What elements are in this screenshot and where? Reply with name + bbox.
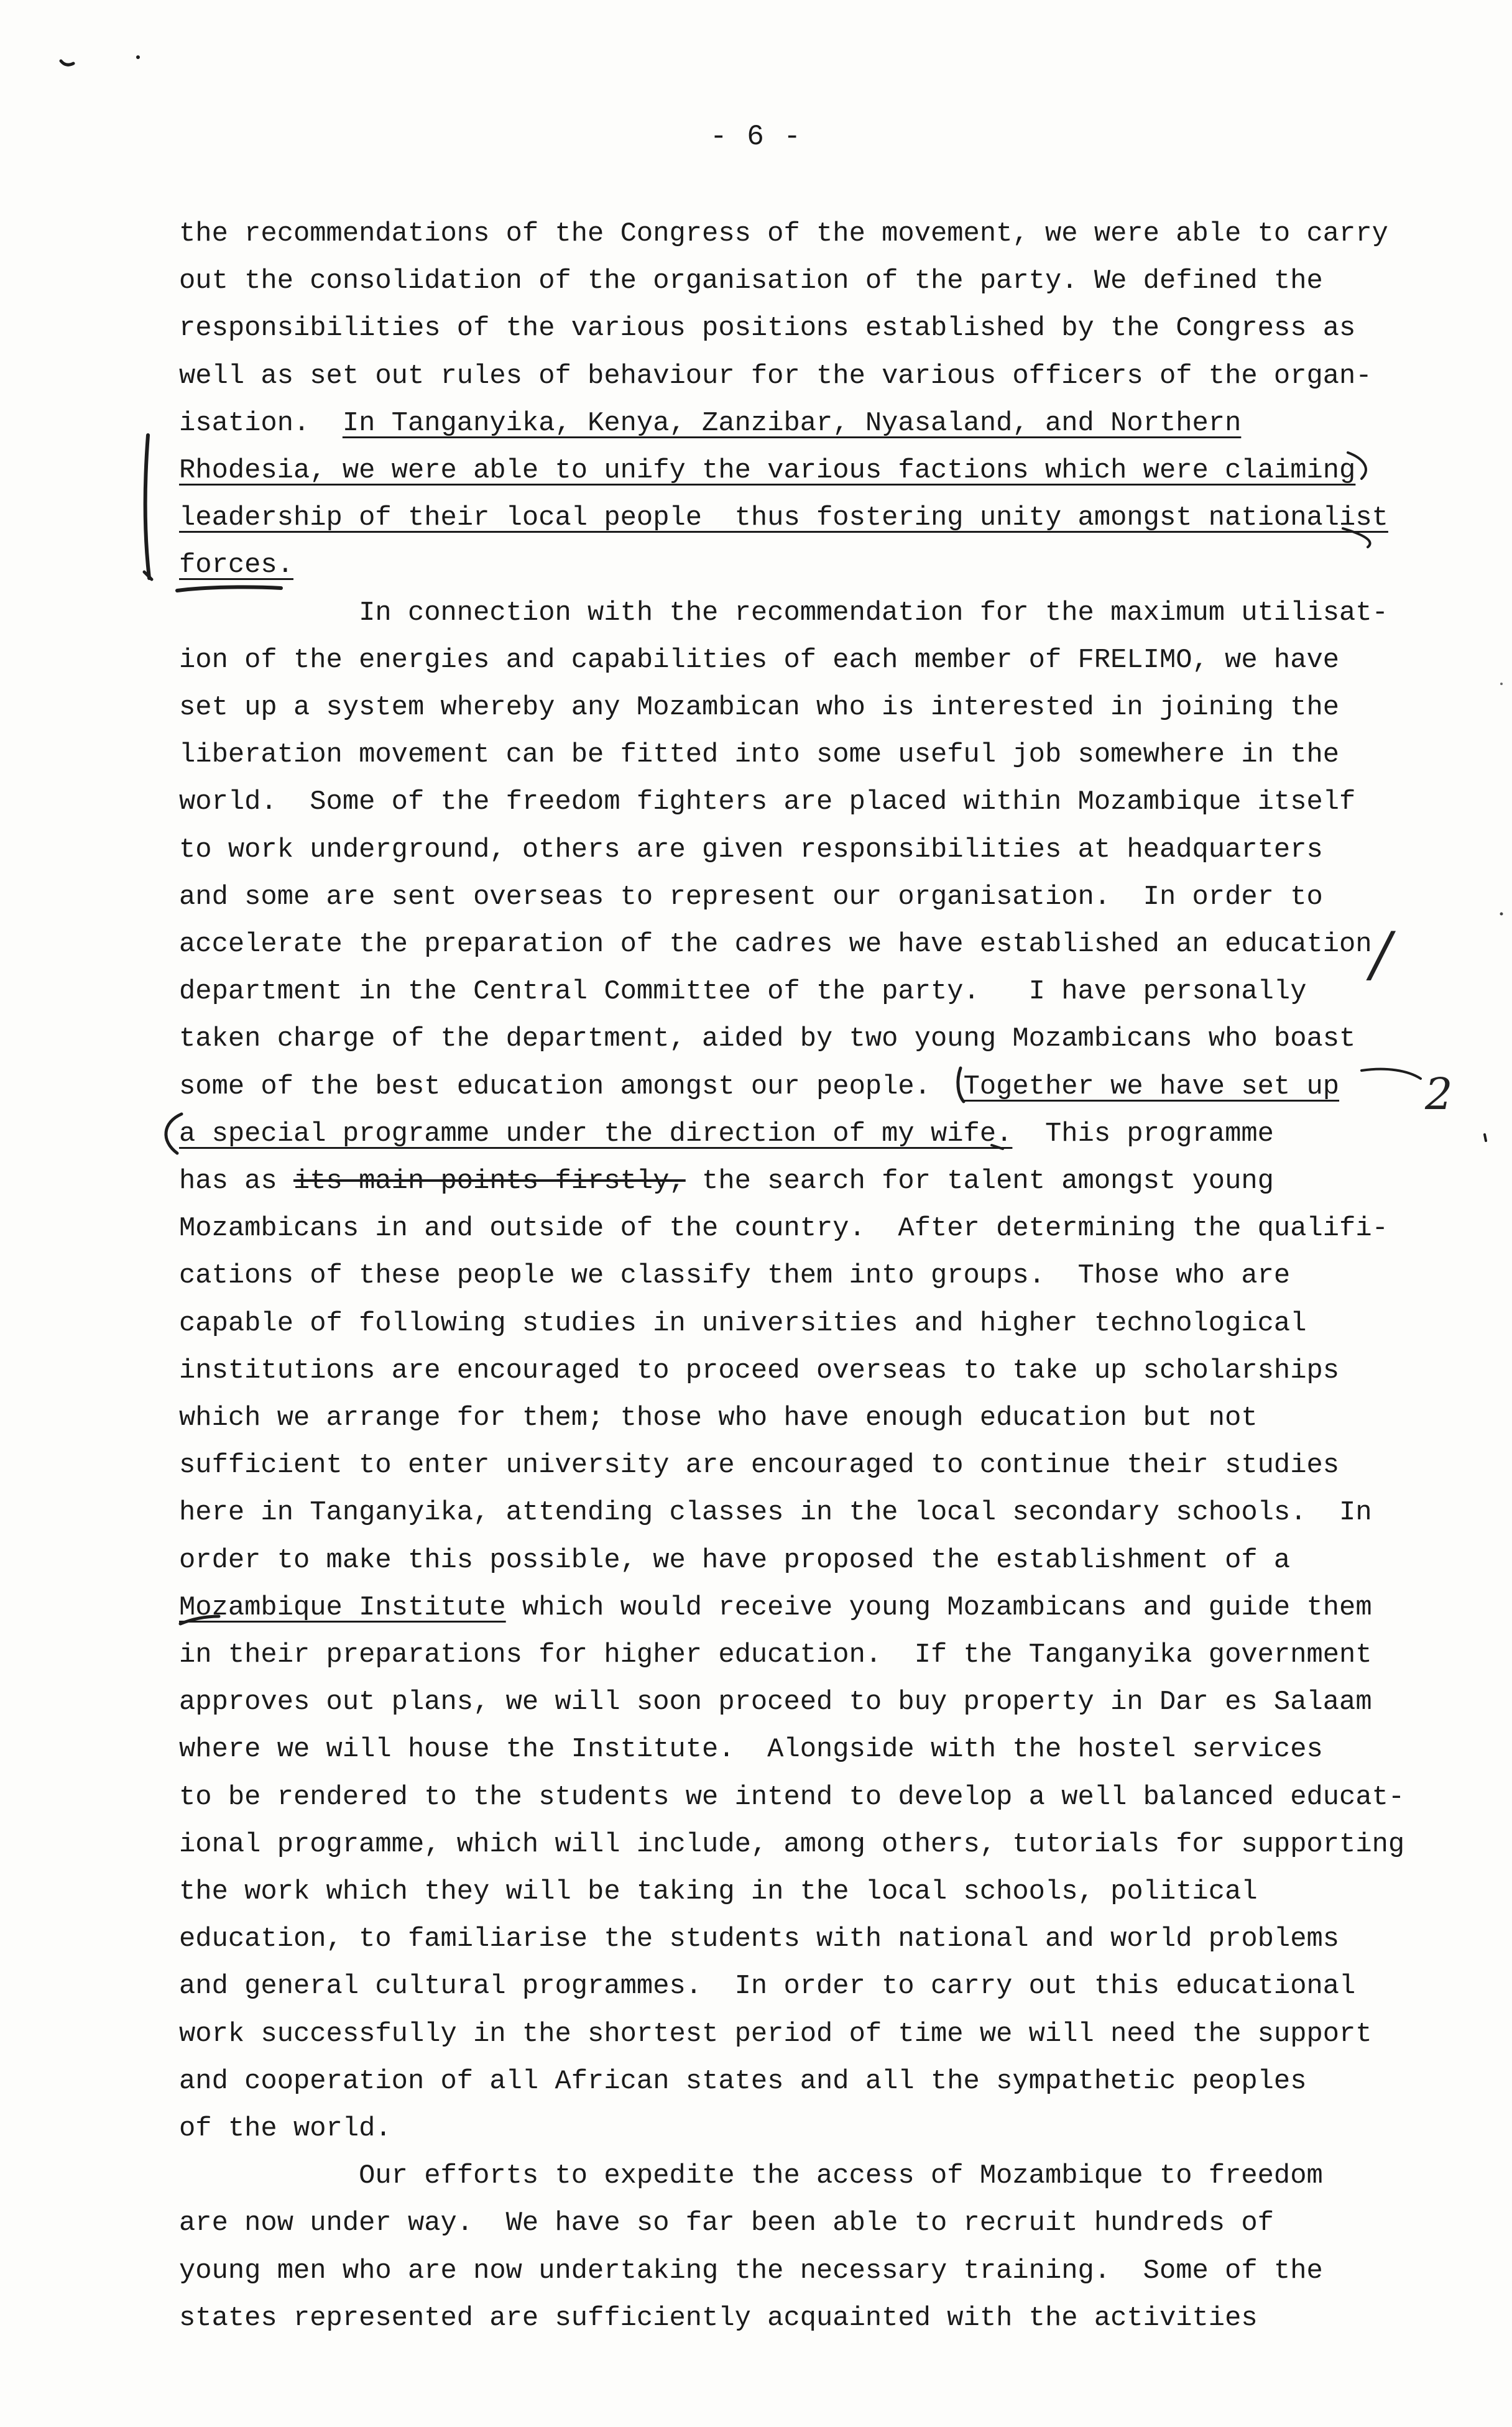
text-run: isation. (179, 408, 343, 439)
margin-mark-slash: / (1371, 919, 1391, 989)
text-line (179, 876, 1323, 919)
text-line (179, 592, 1388, 635)
text-line (179, 497, 1388, 540)
text-run: Our efforts to expedite the access of Mozambique to freedom (179, 2161, 1323, 2192)
text-run: to work underground, others are given responsibilities at headquarters (179, 834, 1323, 865)
text-line (179, 686, 1339, 730)
text-line (179, 1444, 1339, 1488)
text-run: work successfully in the shortest period of time we will need the support (179, 2019, 1372, 2050)
text-line (179, 1207, 1388, 1251)
text-run: has as (179, 1166, 293, 1197)
text-run: ional programme, which will include, among others, tutorials for supporting (179, 1829, 1405, 1860)
text-run: and some are sent overseas to represent our organisation. In order to (179, 882, 1323, 913)
text-run: here in Tanganyika, attending classes in the local secondary schools. In (179, 1498, 1372, 1529)
text-line (179, 1776, 1404, 1820)
text-run: states represented are sufficiently acquainted with the activities (179, 2303, 1258, 2334)
text-line (179, 970, 1307, 1014)
text-run: where we will house the Institute. Alongside with the hostel services (179, 1734, 1323, 1766)
text-line (179, 1918, 1339, 1961)
text-run: which would receive young Mozambicans and guide them (505, 1592, 1372, 1623)
text-line (179, 1539, 1290, 1583)
text-line (179, 2250, 1323, 2293)
text-line (179, 923, 1372, 967)
text-run: accelerate the preparation of the cadres we have established an education (179, 929, 1372, 960)
underlined-text: Together we have set up (963, 1071, 1340, 1102)
text-line (179, 1255, 1290, 1298)
text-run: approves out plans, we will soon proceed to buy property in Dar es Salaam (179, 1687, 1372, 1718)
text-run: to be rendered to the students we intend to develop a well balanced educat- (179, 1782, 1405, 1813)
text-run: liberation movement can be fitted into some useful job somewhere in the (179, 740, 1340, 771)
underlined-text: leadership of their local people thus fostering unity amongst nationalist (179, 503, 1388, 534)
text-line (179, 1160, 1274, 1204)
margin-mark-number: 2 (1425, 1069, 1453, 1120)
text-line (179, 1491, 1372, 1535)
text-line (179, 1018, 1355, 1061)
text-run: taken charge of the department, aided by two young Mozambicans who boast (179, 1024, 1356, 1055)
text-run: well as set out rules of behaviour for the various officers of the organ- (179, 361, 1372, 392)
text-run: which we arrange for them; those who have enough education but not (179, 1403, 1258, 1434)
text-line (179, 355, 1372, 398)
text-run: and general cultural programmes. In order to carry out this educational (179, 1971, 1356, 2002)
text-line (179, 734, 1339, 777)
text-line (179, 1681, 1372, 1725)
text-line (179, 1634, 1372, 1677)
text-run: order to make this possible, we have proposed the establishment of a (179, 1545, 1291, 1576)
text-run: sufficient to enter university are encouraged to continue their studies (179, 1450, 1340, 1481)
text-line (179, 307, 1355, 351)
text-line (179, 2297, 1258, 2341)
text-line (179, 1587, 1372, 1630)
text-line (179, 1113, 1274, 1156)
text-line (179, 1397, 1258, 1440)
underlined-text: a special programme under the direction of my wife. (179, 1118, 1013, 1149)
text-run: cations of these people we classify them into groups. Those who are (179, 1261, 1291, 1292)
text-run: This programme (1012, 1118, 1274, 1149)
text-line (179, 449, 1355, 493)
text-run: young men who are now undertaking the necessary training. Some of the (179, 2255, 1323, 2287)
text-run: the work which they will be taking in the local schools, political (179, 1877, 1258, 1907)
text-line (179, 2013, 1372, 2056)
text-line (179, 1302, 1307, 1346)
text-run: world. Some of the freedom fighters are placed within Mozambique itself (179, 787, 1356, 818)
text-run: capable of following studies in universities and higher technological (179, 1308, 1307, 1339)
text-run: and cooperation of all African states and all the sympathetic peoples (179, 2066, 1307, 2097)
text-line (179, 1728, 1323, 1772)
text-line (179, 213, 1388, 256)
text-line (179, 544, 293, 587)
text-run: In connection with the recommendation for the maximum utilisat- (179, 597, 1388, 629)
struck-text: its main points firstly, (293, 1166, 686, 1197)
text-line (179, 2060, 1307, 2104)
text-line (179, 2155, 1323, 2198)
text-line (179, 402, 1241, 446)
text-line (179, 1965, 1355, 2009)
text-run: out the consolidation of the organisation of the party. We defined the (179, 266, 1323, 297)
text-run: some of the best education amongst our people. (179, 1071, 964, 1102)
text-line (179, 639, 1339, 683)
text-run: Mozambicans in and outside of the country. After determining the qualifi- (179, 1214, 1388, 1245)
text-run: of the world. (179, 2114, 392, 2144)
text-line (179, 2107, 392, 2151)
underlined-text: In Tanganyika, Kenya, Zanzibar, Nyasaland, and Northern (342, 408, 1242, 439)
text-run: department in the Central Committee of the party. I have personally (179, 977, 1307, 1008)
text-line (179, 1823, 1404, 1867)
text-run: the search for talent amongst young (685, 1166, 1274, 1197)
page-number: - 6 - (709, 121, 803, 153)
text-line (179, 1871, 1258, 1914)
text-run: responsibilities of the various positions established by the Congress as (179, 313, 1356, 344)
text-line (179, 2202, 1274, 2245)
text-run: institutions are encouraged to proceed overseas to take up scholarships (179, 1355, 1340, 1386)
text-run: set up a system whereby any Mozambican who is interested in joining the (179, 693, 1340, 723)
text-line (179, 1350, 1339, 1393)
underlined-text: forces. (179, 550, 293, 581)
text-line (179, 260, 1323, 303)
text-run: are now under way. We have so far been able to recruit hundreds of (179, 2208, 1274, 2239)
text-line (179, 829, 1323, 872)
text-run: in their preparations for higher education. If the Tanganyika government (179, 1640, 1372, 1670)
text-run: education, to familiarise the students with national and world problems (179, 1924, 1340, 1955)
text-run: ion of the energies and capabilities of each member of FRELIMO, we have (179, 645, 1340, 676)
underlined-text: Rhodesia, we were able to unify the various factions which were claiming (179, 456, 1356, 486)
text-run: the recommendations of the Congress of the movement, we were able to carry (179, 219, 1388, 249)
text-line (179, 1066, 1339, 1109)
text-line (179, 781, 1355, 824)
underlined-text: Mozambique Institute (179, 1592, 506, 1623)
